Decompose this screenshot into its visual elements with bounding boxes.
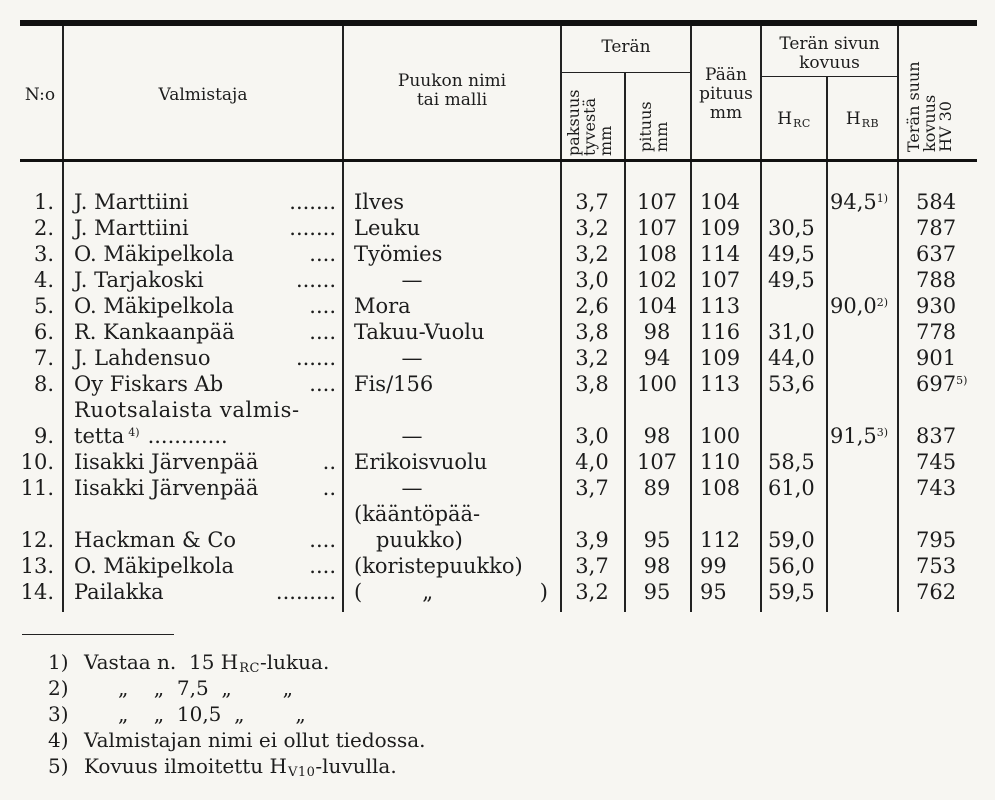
table-row [0, 294, 995, 320]
hardness-hrc: 49,5 [768, 242, 815, 266]
table-row [0, 476, 995, 502]
head-length: 100 [700, 424, 741, 448]
blade-thickness: 2,6 [575, 294, 609, 318]
footnote [48, 728, 426, 752]
col-line [897, 26, 899, 159]
head-length: 108 [700, 476, 741, 500]
header-hrc [762, 110, 826, 130]
knife-name: — [401, 476, 423, 500]
header-thickness: paksuus tyvestä mm [564, 89, 615, 156]
hv-value: 697 [916, 372, 957, 396]
table-row [0, 346, 995, 372]
maker [74, 476, 340, 500]
hv-value: 762 [916, 580, 957, 604]
edge-hardness-hv [916, 554, 992, 582]
knife-name: Fis/156 [354, 372, 434, 396]
ditto-open: ( [354, 580, 363, 604]
blade-length: 94 [643, 346, 671, 370]
head-length: 104 [700, 190, 741, 214]
footnote-mark: 2) [48, 676, 69, 700]
table-row [0, 268, 995, 294]
hardness-hrc: 53,6 [768, 372, 815, 396]
header-hrb [828, 110, 897, 130]
header-bottom-rule [20, 159, 977, 162]
header-hrc-main: H [777, 109, 793, 129]
row-number: 11. [20, 476, 54, 500]
head-length: 107 [700, 268, 741, 292]
maker [74, 424, 340, 452]
maker [74, 320, 340, 344]
hv-value: 788 [916, 268, 957, 292]
leader-dots: .... [309, 528, 336, 552]
edge-hardness-hv [916, 528, 992, 556]
hardness-hrc: 56,0 [768, 554, 815, 578]
footnote-subscript: RC [239, 661, 260, 676]
hv-value: 795 [916, 528, 957, 552]
header-side-hardness-line2: kovuus [799, 53, 860, 73]
footnote-text: Valmistajan nimi ei ollut tiedossa. [84, 728, 426, 752]
head-length: 109 [700, 216, 741, 240]
leader-dots: .... [309, 372, 336, 396]
header-head-length-line3: mm [709, 103, 743, 123]
edge-hardness-hv [916, 580, 992, 608]
maker [74, 216, 340, 240]
blade-length: 104 [636, 294, 678, 318]
maker-name: O. Mäkipelkola [74, 242, 234, 266]
row-number: 14. [20, 580, 54, 604]
leader-dots: .... [309, 554, 336, 578]
hv-value: 743 [916, 476, 957, 500]
table-row [0, 242, 995, 268]
hrb-value: 90,0 [830, 294, 877, 318]
hrb-value: 94,5 [830, 190, 877, 214]
hv-value: 745 [916, 450, 957, 474]
header-side-hardness-line1: Terän sivun [779, 34, 880, 54]
table-row [0, 554, 995, 580]
header-blade-length: pituus mm [636, 101, 671, 152]
footnote-text: „ „ 10,5 „ „ [118, 702, 306, 726]
maker [74, 190, 340, 214]
knife-name: Takuu-Vuolu [354, 320, 485, 344]
blade-thickness: 4,0 [575, 450, 609, 474]
blade-length: 100 [636, 372, 678, 396]
footnote-text: Kovuus ilmoitettu H [84, 754, 287, 778]
header-no: N:o [24, 85, 56, 105]
hardness-hrc: 49,5 [768, 268, 815, 292]
blade-thickness: 3,0 [575, 424, 609, 448]
table-row [0, 580, 995, 606]
maker-name: J. Marttiini [74, 190, 189, 214]
hv-value: 837 [916, 424, 957, 448]
footnote [48, 702, 306, 726]
hrb-footnote-mark: 3) [876, 426, 889, 439]
hardness-hrc: 59,5 [768, 580, 815, 604]
table-row [0, 320, 995, 346]
footnote-subscript: V10 [287, 765, 316, 780]
blade-thickness: 3,2 [575, 216, 609, 240]
maker [74, 346, 340, 370]
knife-name: — [401, 268, 423, 292]
footnote-mark: 1) [48, 650, 69, 674]
maker-name: Iisakki Järvenpää [74, 476, 259, 500]
row-number: 6. [33, 320, 54, 344]
row-number: 10. [20, 450, 54, 474]
blade-length: 95 [643, 580, 671, 604]
knife-name: — [401, 424, 423, 448]
leader-dots: ...... [295, 346, 336, 370]
footnote-rule [22, 634, 174, 635]
side-hardness-group-rule [760, 76, 897, 77]
row-number: 4. [33, 268, 54, 292]
hardness-hrb [830, 294, 900, 322]
blade-thickness: 3,9 [575, 528, 609, 552]
maker [74, 242, 340, 266]
row-number: 2. [33, 216, 54, 240]
maker-line2: tetta [74, 424, 125, 448]
row-number: 3. [33, 242, 54, 266]
maker-name: R. Kankaanpää [74, 320, 235, 344]
footnote-mark: 4) [48, 728, 69, 752]
maker [74, 268, 340, 292]
maker-name: Pailakka [74, 580, 164, 604]
row-number: 12. [20, 528, 54, 552]
hardness-hrc: 61,0 [768, 476, 815, 500]
header-hrb-sub: RB [861, 117, 880, 130]
blade-length: 102 [636, 268, 678, 292]
blade-length: 107 [636, 216, 678, 240]
table-row [0, 190, 995, 216]
blade-length: 98 [643, 554, 671, 578]
table-row [0, 450, 995, 476]
row-number: 1. [33, 190, 54, 214]
maker [74, 528, 340, 552]
maker [74, 580, 340, 604]
table-row [0, 398, 995, 450]
leader-dots: ............ [147, 424, 228, 448]
head-length: 113 [700, 372, 741, 396]
blade-length: 95 [643, 528, 671, 552]
blade-thickness: 3,7 [575, 476, 609, 500]
header-knife-name-line2: tai malli [416, 90, 488, 110]
header-hrc-sub: RC [793, 117, 811, 130]
hardness-hrc: 31,0 [768, 320, 815, 344]
header-head-length [692, 66, 760, 123]
blade-thickness: 3,7 [575, 190, 609, 214]
blade-thickness: 3,2 [575, 580, 609, 604]
footnote-text: Vastaa n. 15 H [84, 650, 239, 674]
leader-dots: ...... [295, 268, 336, 292]
row-number: 7. [33, 346, 54, 370]
row-number: 8. [33, 372, 54, 396]
head-length: 99 [700, 554, 727, 578]
edge-hardness-hv [916, 242, 992, 270]
knife-name: (koristepuukko) [354, 554, 523, 578]
maker-name: O. Mäkipelkola [74, 294, 234, 318]
maker-name: Oy Fiskars Ab [74, 372, 224, 396]
blade-thickness: 3,8 [575, 320, 609, 344]
header-hrb-main: H [845, 109, 861, 129]
leader-dots: ......... [275, 580, 336, 604]
blade-length: 89 [643, 476, 671, 500]
blade-thickness: 3,8 [575, 372, 609, 396]
row-number: 9. [33, 424, 54, 448]
hardness-hrb [830, 190, 900, 218]
blade-length: 98 [643, 424, 671, 448]
head-length: 110 [700, 450, 741, 474]
hrb-value: 91,5 [830, 424, 877, 448]
footnote [48, 650, 329, 678]
edge-hardness-hv [916, 450, 992, 478]
hv-value: 901 [916, 346, 957, 370]
blade-length: 107 [636, 190, 678, 214]
knife-name: Työmies [354, 242, 443, 266]
hv-value: 787 [916, 216, 957, 240]
header-head-length-line1: Pään [705, 65, 747, 85]
edge-hardness-hv [916, 476, 992, 504]
footnote-mark: 3) [48, 702, 69, 726]
maker [74, 294, 340, 318]
ditto-mark: „ [422, 580, 434, 604]
head-length: 109 [700, 346, 741, 370]
maker-name: J. Marttiini [74, 216, 189, 240]
hardness-hrb [830, 424, 900, 452]
hardness-hrc: 59,0 [768, 528, 815, 552]
edge-hardness-hv [916, 320, 992, 348]
hrb-footnote-mark: 1) [876, 192, 889, 205]
head-length: 112 [700, 528, 741, 552]
row-number: 13. [20, 554, 54, 578]
header-edge-hardness: Terän suun kovuus HV 30 [904, 61, 955, 152]
maker [74, 372, 340, 396]
maker [74, 554, 340, 578]
knife-name-line1: (kääntöpää- [354, 502, 481, 526]
maker-name: J. Tarjakoski [74, 268, 204, 292]
knife-name: Mora [354, 294, 411, 318]
header-knife-name-line1: Puukon nimi [397, 71, 507, 91]
footnote-tail: -luvulla. [315, 754, 397, 778]
header-head-length-line2: pituus [699, 84, 753, 104]
leader-dots: .. [322, 476, 336, 500]
maker-footnote-mark: 4) [128, 426, 140, 439]
hv-value: 637 [916, 242, 957, 266]
maker-name: O. Mäkipelkola [74, 554, 234, 578]
leader-dots: .... [309, 294, 336, 318]
header-blade-group: Terän [601, 37, 651, 57]
leader-dots: .... [309, 242, 336, 266]
maker-name: Iisakki Järvenpää [74, 450, 259, 474]
knife-name: Erikoisvuolu [354, 450, 488, 474]
footnote [48, 676, 293, 700]
header-side-hardness [762, 35, 897, 73]
edge-hardness-hv [916, 190, 992, 218]
col-line [624, 72, 626, 159]
maker-line1: Ruotsalaista valmis- [74, 398, 300, 422]
table-row [0, 216, 995, 242]
knife-name: Leuku [354, 216, 421, 240]
edge-hardness-hv [916, 216, 992, 244]
leader-dots: .... [309, 320, 336, 344]
top-rule [20, 20, 977, 26]
footnote-text: „ „ 7,5 „ „ [118, 676, 293, 700]
hardness-hrc: 30,5 [768, 216, 815, 240]
leader-dots: .. [322, 450, 336, 474]
blade-length: 98 [643, 320, 671, 344]
blade-length: 107 [636, 450, 678, 474]
hv-value: 753 [916, 554, 957, 578]
knife-name-line2: puukko) [376, 528, 463, 552]
edge-hardness-hv [916, 346, 992, 374]
knife-name: Ilves [354, 190, 405, 214]
ditto-close: ) [539, 580, 548, 604]
head-length: 114 [700, 242, 741, 266]
maker [74, 450, 340, 474]
hv-value: 778 [916, 320, 957, 344]
head-length: 113 [700, 294, 741, 318]
blade-thickness: 3,7 [575, 554, 609, 578]
header-maker: Valmistaja [158, 85, 248, 105]
head-length: 116 [700, 320, 741, 344]
table-row [0, 502, 995, 554]
blade-thickness: 3,2 [575, 346, 609, 370]
leader-dots: ....... [289, 216, 336, 240]
leader-dots: ....... [289, 190, 336, 214]
table-row [0, 372, 995, 398]
edge-hardness-hv [916, 372, 992, 400]
blade-thickness: 3,0 [575, 268, 609, 292]
head-length: 95 [700, 580, 727, 604]
maker-name: Hackman & Co [74, 528, 237, 552]
footnote-tail: -lukua. [260, 650, 330, 674]
hrb-footnote-mark: 2) [876, 296, 889, 309]
edge-hardness-hv [916, 294, 992, 322]
hardness-hrc: 58,5 [768, 450, 815, 474]
hardness-hrc: 44,0 [768, 346, 815, 370]
hv-value: 930 [916, 294, 957, 318]
row-number: 5. [33, 294, 54, 318]
edge-hardness-hv [916, 268, 992, 296]
maker-name: J. Lahdensuo [74, 346, 211, 370]
header-knife-name [344, 72, 560, 110]
knife-name [354, 580, 558, 604]
hv-value: 584 [916, 190, 957, 214]
knife-name: — [401, 346, 423, 370]
footnote-mark: 5) [48, 754, 69, 778]
hv-footnote-mark: 5) [956, 374, 968, 387]
footnote [48, 754, 397, 782]
blade-thickness: 3,2 [575, 242, 609, 266]
blade-length: 108 [636, 242, 678, 266]
edge-hardness-hv [916, 424, 992, 452]
